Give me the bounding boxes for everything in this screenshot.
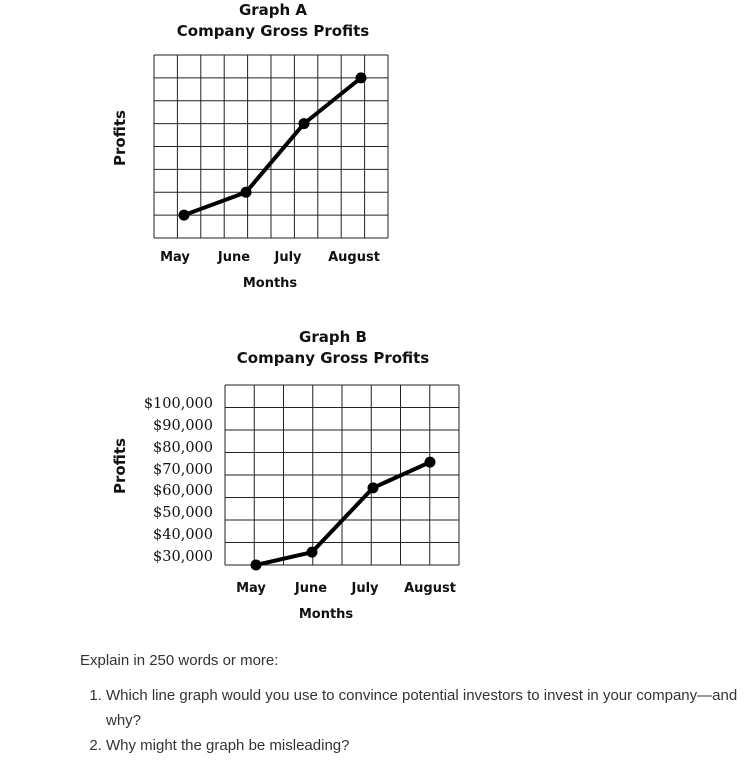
data-point (299, 118, 310, 129)
y-tick-label: $100,000 (143, 396, 213, 412)
data-point (356, 72, 367, 83)
graph-b-ylabel: Profits (111, 438, 129, 494)
graph-b-xticks (236, 581, 456, 596)
question-list (80, 683, 750, 758)
x-tick-label: August (328, 250, 380, 265)
graph-b-grid (225, 385, 459, 565)
x-tick-label: August (404, 581, 456, 596)
prompt-intro: Explain in 250 words or more: (80, 652, 279, 669)
question-item: 1. Which line graph would you use to convince potential investors to invest in your company—and why? (106, 683, 750, 733)
graph-b-subtitle: Company Gross Profits (236, 349, 430, 367)
data-point (425, 457, 436, 468)
x-tick-label: July (274, 250, 302, 265)
x-tick-label: June (217, 250, 251, 265)
graph-b-series (251, 457, 436, 571)
data-point (307, 547, 318, 558)
question-item: 2. Why might the graph be misleading? (106, 733, 750, 758)
graph-a-title: Graph A (238, 1, 308, 19)
data-point (368, 482, 379, 493)
graph-a (111, 1, 388, 291)
y-tick-label: $60,000 (153, 483, 213, 499)
y-tick-label: $50,000 (153, 505, 213, 521)
x-tick-label: June (294, 581, 328, 596)
y-tick-label: $70,000 (153, 462, 213, 478)
series-line (256, 462, 430, 565)
y-tick-label: $30,000 (153, 549, 213, 565)
x-tick-label: May (236, 581, 266, 596)
y-tick-label: $90,000 (153, 418, 213, 434)
graph-b-title: Graph B (299, 328, 367, 346)
y-tick-label: $40,000 (153, 527, 213, 543)
x-tick-label: May (160, 250, 190, 265)
graph-a-xlabel: Months (242, 276, 298, 291)
y-tick-label: $80,000 (153, 440, 213, 456)
graph-a-xticks (160, 250, 380, 265)
graph-b-xlabel: Months (298, 607, 354, 622)
graph-a-subtitle: Company Gross Profits (176, 22, 370, 40)
data-point (241, 187, 252, 198)
assignment-prompt (80, 648, 750, 758)
graph-a-ylabel: Profits (111, 110, 129, 166)
data-point (251, 560, 262, 571)
data-point (179, 210, 190, 221)
x-tick-label: July (351, 581, 379, 596)
graph-b-yticks (144, 396, 213, 565)
graph-b (111, 328, 459, 622)
